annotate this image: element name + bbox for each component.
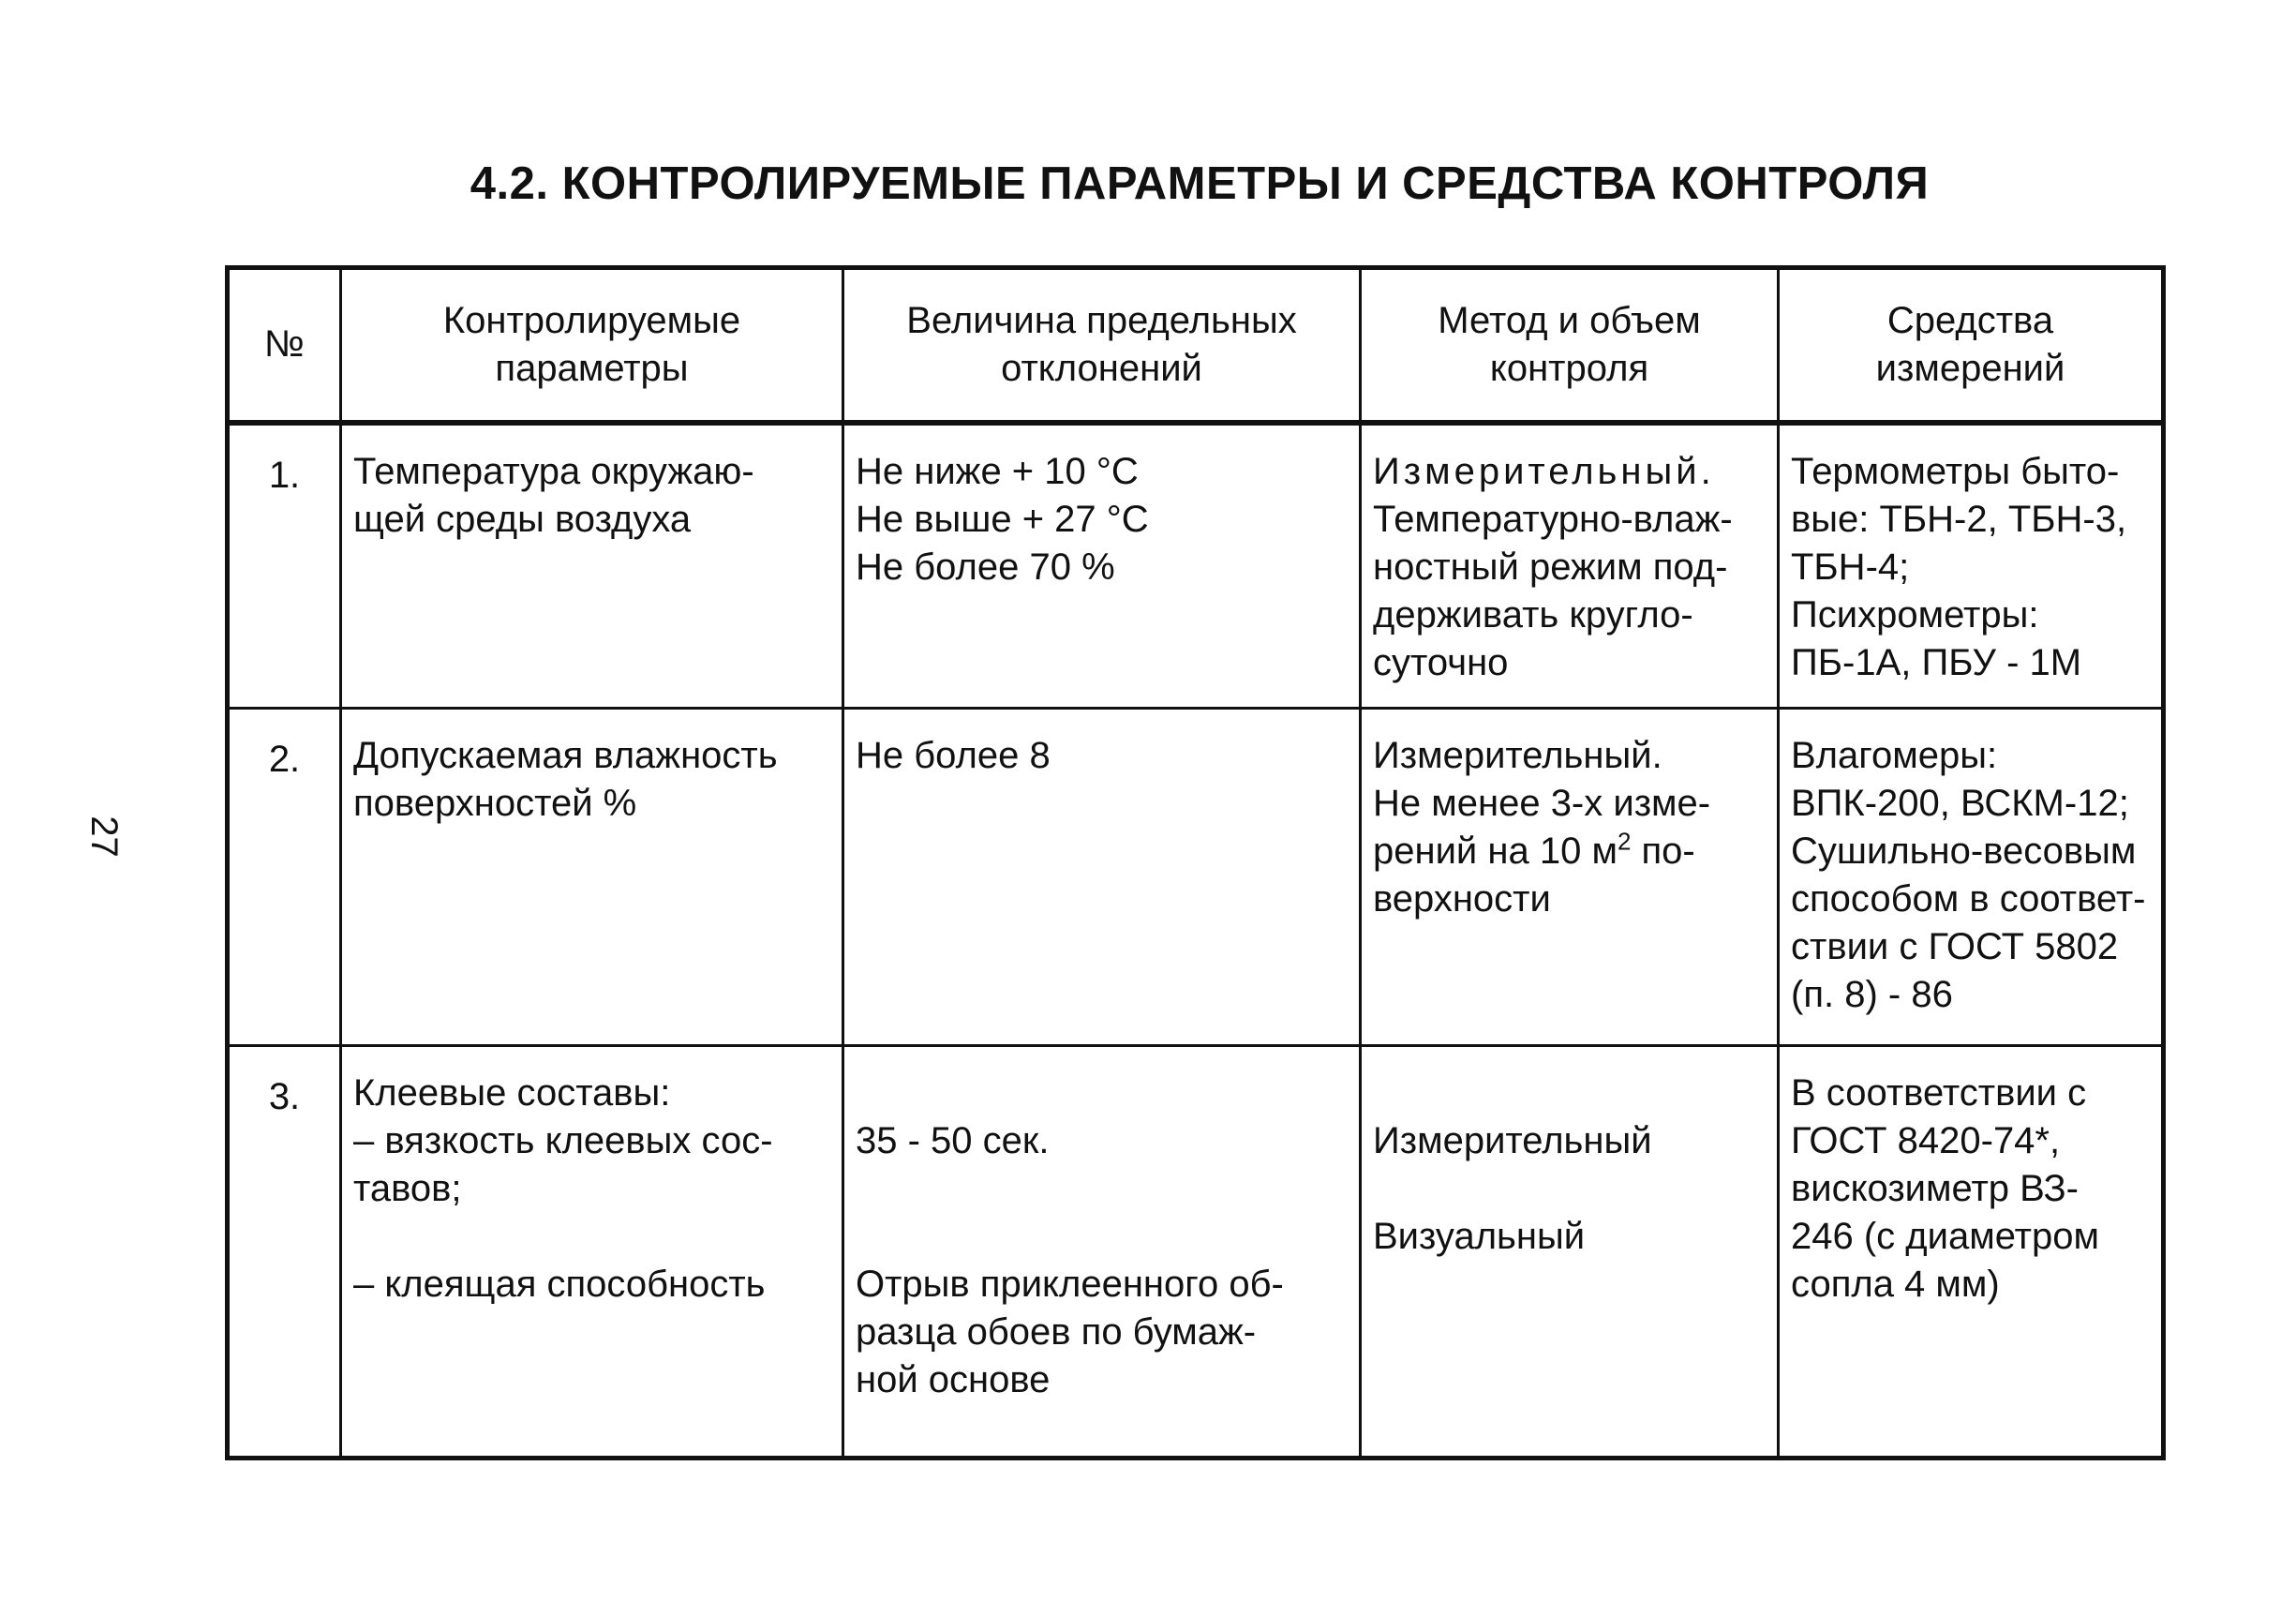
header-tools-line1: Средства <box>1886 299 2054 341</box>
deviation-cell <box>843 423 1361 709</box>
param-line: – вязкость клеевых сос- <box>353 1120 773 1161</box>
header-params-line1: Контролируемые <box>442 299 741 341</box>
method-line: Измерительный <box>1373 1120 1652 1161</box>
header-params-line2: параметры <box>495 347 689 389</box>
section-title: 4.2. КОНТРОЛИРУЕМЫЕ ПАРАМЕТРЫ И СРЕДСТВА КОНТРОЛЯ <box>470 158 1930 209</box>
spacer <box>353 1213 830 1261</box>
tools-line: 246 (с диаметром <box>1791 1216 2099 1257</box>
param-line: Допускаемая влажность <box>353 735 778 776</box>
header-method-line1: Метод и объем <box>1438 299 1701 341</box>
param-line: Температура окружаю- <box>353 450 754 492</box>
header-tools-line2: измерений <box>1875 347 2065 389</box>
tools-line: ТБН-4; <box>1791 546 1910 588</box>
method-cell <box>1361 423 1779 709</box>
control-parameters-table <box>225 265 2166 1460</box>
method-line <box>1373 828 1766 875</box>
method-cell <box>1361 1046 1779 1459</box>
deviation-line: Не ниже + 10 °С <box>856 450 1139 492</box>
method-line: суточно <box>1373 641 1509 683</box>
method-line: Не менее 3-х изме- <box>1373 783 1711 824</box>
tools-line: Сушильно-весовым <box>1791 830 2137 872</box>
spacer <box>856 1213 1348 1261</box>
deviation-line: 35 - 50 сек. <box>856 1120 1050 1161</box>
table-row <box>228 709 2164 1046</box>
tools-line: вые: ТБН-2, ТБН-3, <box>1791 498 2127 540</box>
tools-line: ВПК-200, ВСКМ-12; <box>1791 783 2129 824</box>
tools-line: ствии с ГОСТ 5802 <box>1791 926 2119 967</box>
tools-line: Термометры быто- <box>1791 450 2120 492</box>
header-deviation-line1: Величина предельных <box>906 299 1297 341</box>
method-line: держивать кругло- <box>1373 593 1693 636</box>
deviation-line: разца обоев по бумаж- <box>856 1311 1257 1353</box>
method-line: Измерительный. <box>1373 450 1715 492</box>
tools-line: ГОСТ 8420-74*, <box>1791 1120 2061 1161</box>
param-line: поверхностей % <box>353 783 637 824</box>
deviation-line: Не более 70 % <box>856 546 1115 588</box>
deviation-line: Не более 8 <box>856 735 1051 776</box>
method-line: ностный режим под- <box>1373 546 1728 588</box>
deviation-line: Не выше + 27 °С <box>856 498 1149 540</box>
tools-line: ПБ-1А, ПБУ - 1М <box>1791 641 2082 683</box>
row-number: 1. <box>228 423 341 709</box>
param-line: тавов; <box>353 1168 462 1209</box>
method-line: Температурно-влаж- <box>1373 498 1733 540</box>
param-line: щей среды воздуха <box>353 498 692 540</box>
page-number: 27 <box>82 815 125 858</box>
deviation-cell <box>843 709 1361 1046</box>
tools-line: Влагомеры: <box>1791 735 1998 776</box>
tools-line: вискозиметр ВЗ- <box>1791 1168 2079 1209</box>
method-cell <box>1361 709 1779 1046</box>
deviation-line: ной основе <box>856 1359 1051 1400</box>
row-number: 2. <box>228 709 341 1046</box>
spacer <box>856 1070 1348 1117</box>
header-method <box>1361 268 1779 423</box>
tools-line: Психрометры: <box>1791 593 2039 636</box>
tools-line: В соответствии с <box>1791 1072 2087 1114</box>
header-method-line2: контроля <box>1489 347 1649 389</box>
deviation-cell <box>843 1046 1361 1459</box>
spacer <box>856 1165 1348 1213</box>
spacer <box>1373 1165 1766 1213</box>
param-line: Клеевые составы: <box>353 1072 671 1114</box>
header-deviation-line2: отклонений <box>1001 347 1202 389</box>
method-line: Измерительный. <box>1373 735 1662 776</box>
method-text: рений на 10 м <box>1373 830 1618 872</box>
param-cell <box>341 1046 843 1459</box>
header-num: № <box>228 268 341 423</box>
header-params <box>341 268 843 423</box>
header-tools <box>1779 268 2164 423</box>
tools-cell <box>1779 423 2164 709</box>
param-cell <box>341 709 843 1046</box>
method-line: верхности <box>1373 878 1551 920</box>
param-line: – клеящая способность <box>353 1264 766 1305</box>
tools-line: способом в соответ- <box>1791 878 2146 920</box>
deviation-line: Отрыв приклеенного об- <box>856 1264 1284 1305</box>
tools-cell <box>1779 709 2164 1046</box>
method-line: Визуальный <box>1373 1216 1586 1257</box>
spacer <box>1373 1070 1766 1117</box>
tools-line: (п. 8) - 86 <box>1791 974 1953 1015</box>
table-row <box>228 1046 2164 1459</box>
table-row <box>228 423 2164 709</box>
param-cell <box>341 423 843 709</box>
tools-cell <box>1779 1046 2164 1459</box>
row-number: 3. <box>228 1046 341 1459</box>
tools-line: сопла 4 мм) <box>1791 1264 2000 1305</box>
table-header-row <box>228 268 2164 423</box>
method-text: по- <box>1631 830 1695 872</box>
header-deviation <box>843 268 1361 423</box>
superscript-two: 2 <box>1617 827 1632 856</box>
